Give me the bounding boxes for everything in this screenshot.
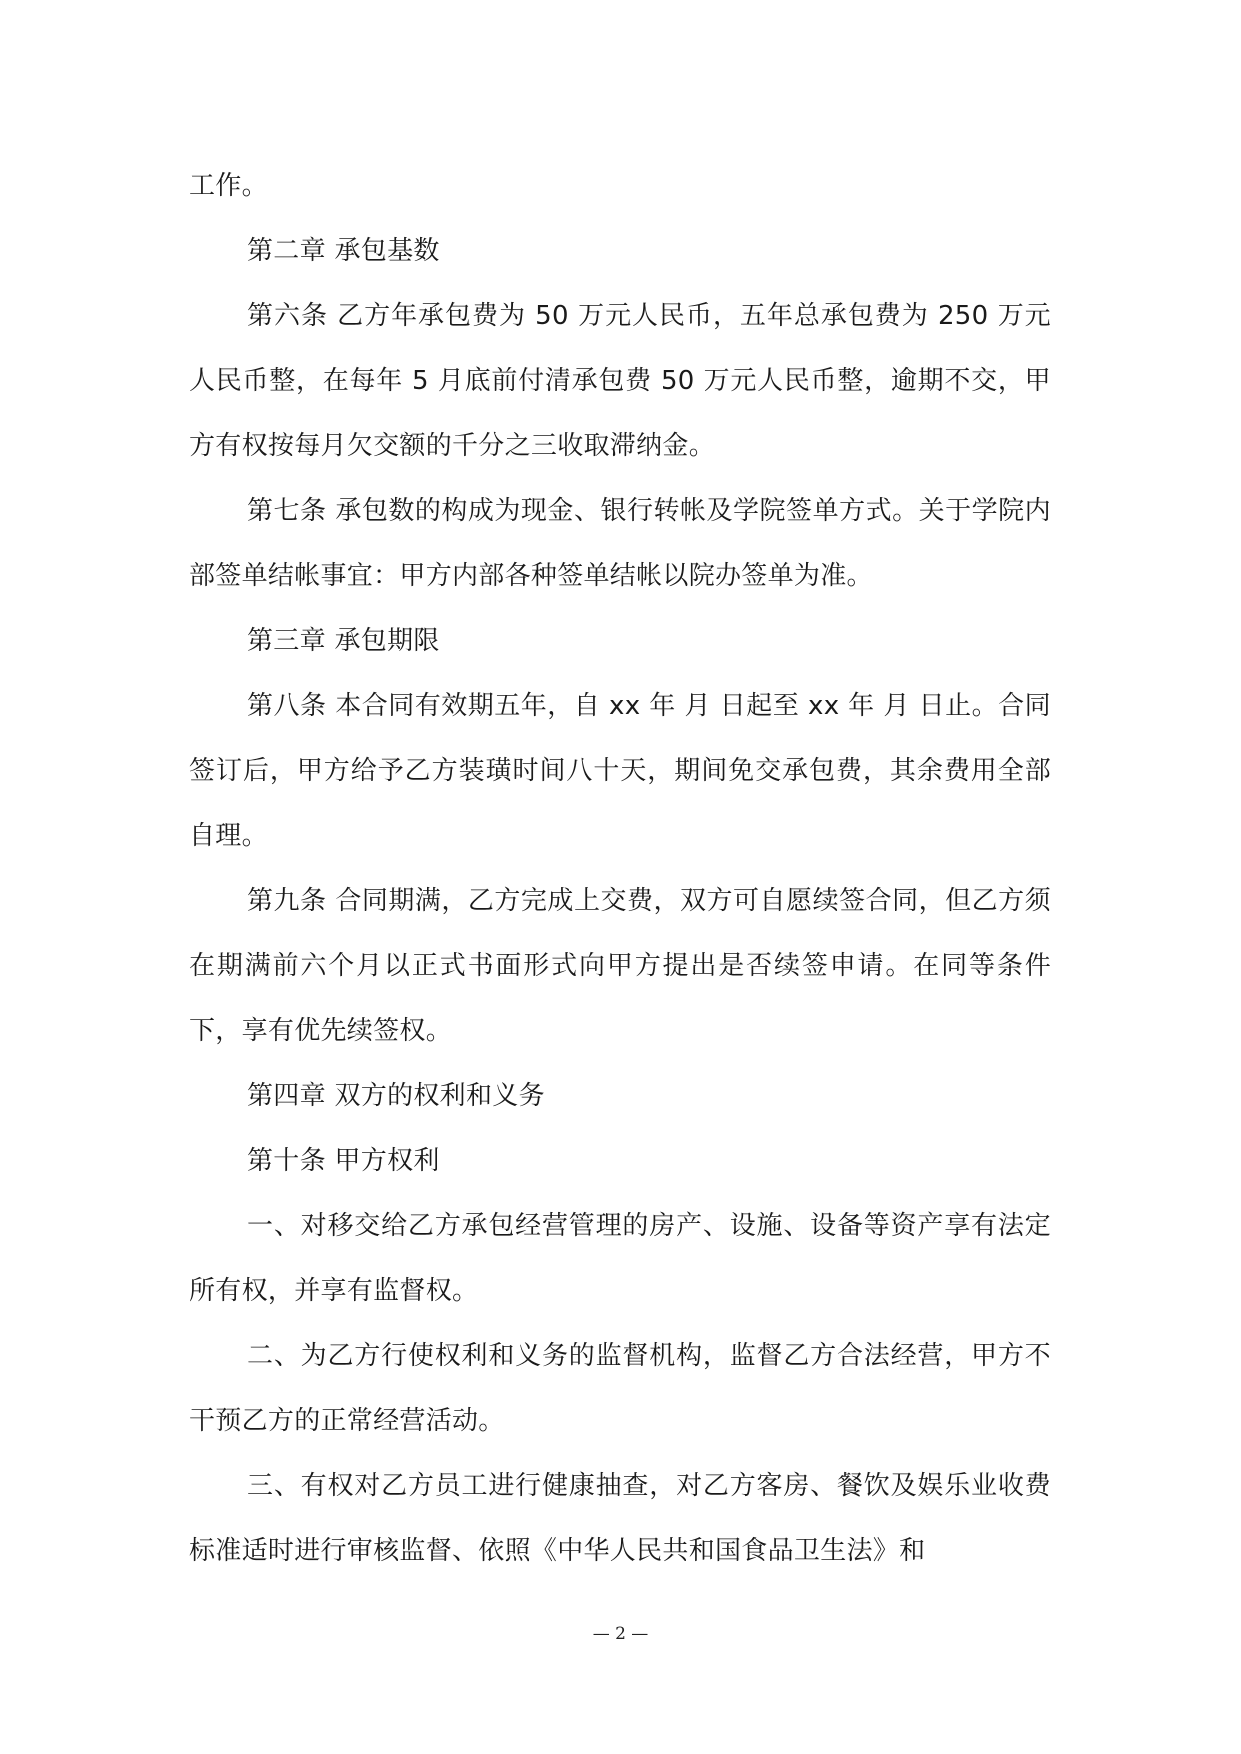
article-10-item-3: 三、有权对乙方员工进行健康抽查，对乙方客房、餐饮及娱乐业收费标准适时进行审核监督、依照《中华人民共和国食品卫生法》和 bbox=[189, 1471, 1051, 1566]
article-10-item-2: 二、为乙方行使权利和义务的监督机构，监督乙方合法经营，甲方不干预乙方的正常经营活动。 bbox=[189, 1341, 1051, 1436]
article-9: 第九条 合同期满，乙方完成上交费，双方可自愿续签合同，但乙方须在期满前六个月以正式书面形式向甲方提出是否续签申请。在同等条件下，享有优先续签权。 bbox=[189, 886, 1051, 1046]
chapter-heading-3: 第三章 承包期限 bbox=[247, 626, 440, 656]
document-body bbox=[189, 154, 1051, 1584]
chapter-heading-4: 第四章 双方的权利和义务 bbox=[247, 1081, 545, 1111]
article-10-item-1: 一、对移交给乙方承包经营管理的房产、设施、设备等资产享有法定所有权，并享有监督权。 bbox=[189, 1211, 1051, 1306]
article-6: 第六条 乙方年承包费为 50 万元人民币，五年总承包费为 250 万元人民币整，在每年 5 月底前付清承包费 50 万元人民币整，逾期不交，甲方有权按每月欠交额的千分之三收取滞纳金。 bbox=[189, 301, 1051, 461]
article-8: 第八条 本合同有效期五年，自 xx 年 月 日起至 xx 年 月 日止。合同签订后，甲方给予乙方装璜时间八十天，期间免交承包费，其余费用全部自理。 bbox=[189, 691, 1051, 851]
chapter-heading-2: 第二章 承包基数 bbox=[247, 236, 440, 266]
paragraph-continuation: 工作。 bbox=[189, 171, 268, 201]
page-number: — 2 — bbox=[592, 1624, 649, 1644]
article-7: 第七条 承包数的构成为现金、银行转帐及学院签单方式。关于学院内部签单结帐事宜：甲方内部各种签单结帐以院办签单为准。 bbox=[189, 496, 1051, 591]
article-10-heading: 第十条 甲方权利 bbox=[247, 1146, 440, 1176]
